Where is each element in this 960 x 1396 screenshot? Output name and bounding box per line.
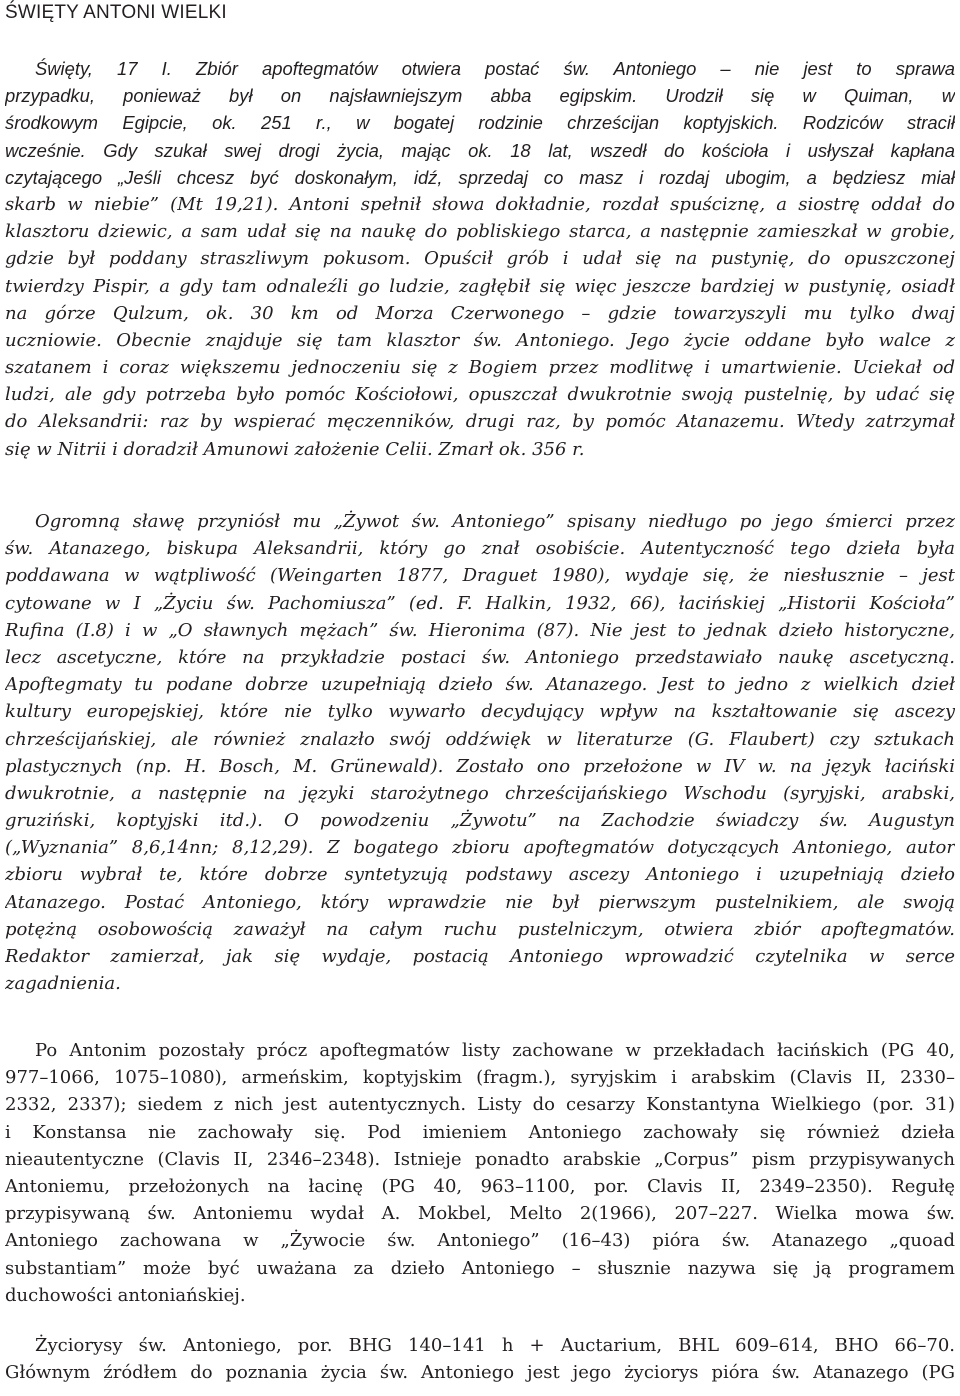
text-line: chrześcijańskiej, ale również znalazło swój oddźwięk w literaturze (G. Flaubert) czy sztukach: [5, 728, 955, 750]
text-line: nieautentyczne (Clavis II, 2346–2348). Istnieje ponadto arabskie „Corpus” pism przypisywanych: [5, 1148, 955, 1170]
text-line: i Konstansa nie zachowały się. Pod imieniem Antoniego zachowały się również dzieła: [5, 1121, 955, 1143]
text-line: gdzie był poddany straszliwym pokusom. Opuścił grób i udał się na pustynię, do opuszczonej: [5, 248, 955, 270]
text-line: do Aleksandrii: raz by wspierać męczenników, drugi raz, by pomóc Atanazemu. Wtedy zatrzymał: [5, 411, 955, 433]
text-line: kultury europejskiej, które nie tylko wywarło decydujący wpływ na kształtowanie się ascezy: [5, 701, 955, 723]
text-line: twierdzy Pispir, a gdy tam odnaleźli go ludzie, zagłębił się więc jeszcze bardziej w pustynię, osiadł: [5, 275, 955, 297]
text-line: 977–1066, 1075–1080), armeńskim, koptyjskim (fragm.), syryjskim i arabskim (Clavis II, 2330–: [5, 1067, 955, 1089]
text-line: zagadnienia.: [5, 973, 121, 995]
text-line: plastycznych (np. H. Bosch, M. Grünewald). Zostało ono przełożone w IV w. na język łaciński: [5, 755, 955, 777]
paragraph-letters: [5, 1037, 955, 1309]
text-line: Ogromną sławę przyniósł mu „Żywot św. Antoniego” spisany niedługo po jego śmierci przez: [35, 511, 955, 532]
text-line: cytowane w I „Życiu św. Pachomiusza” (ed. F. Halkin, 1932, 66), łacińskiej „Historii Kościoła”: [5, 592, 955, 614]
text-line: Apoftegmaty tu podane dobrze uzupełniają dzieło św. Atanazego. Jest to jedno z wielkich dzieł: [5, 674, 955, 696]
text-line: ludzi, ale gdy potrzeba było pomóc Kościołowi, opuszczał dwukrotnie swoją pustelnię, by udać się: [5, 384, 955, 406]
text-line: Głównym źródłem do poznania życia św. Antoniego jest jego życiorys pióra św. Atanazego (PG: [5, 1362, 955, 1384]
paragraph-biographies: [5, 1332, 955, 1386]
text-line: zbioru wybrał te, które dobrze syntetyzują podstawy ascezy Antoniego i uzupełniają dzieło: [5, 864, 955, 886]
text-line: gruziński, koptyjski itd.). O powodzeniu „Żywotu” na Zachodzie świadczy św. Augustyn: [5, 810, 955, 832]
paragraph-life: [5, 55, 955, 463]
text-line: 2332, 2337); siedem z nich jest autentycznych. Listy do cesarzy Konstantyna Wielkiego (por. 31): [5, 1094, 955, 1116]
text-line: uczniowie. Obecnie znajduje się tam klasztor św. Antoniego. Jego życie oddane było walce z: [5, 329, 955, 351]
text-line: Życiorysy św. Antoniego, por. BHG 140–141 h + Auctarium, BHL 609–614, BHO 66–70.: [35, 1335, 955, 1356]
text-line: się w Nitrii i doradził Amunowi założenie Celii. Zmarł ok. 356 r.: [5, 438, 585, 460]
text-line: potężną osobowością zaważył na całym ruchu pustelniczym, otwiera zbiór apoftegmatów.: [5, 918, 955, 940]
text-line: duchowości antoniańskiej.: [5, 1284, 246, 1306]
text-line: św. Atanazego, biskupa Aleksandrii, który go znał osobiście. Autentyczność tego dzieła była: [5, 538, 955, 560]
text-line: na górze Qulzum, ok. 30 km od Morza Czerwonego – gdzie towarzyszyli mu tylko dwaj: [5, 302, 955, 324]
text-line: substantiam” może być uważana za dzieło Antoniego – słusznie nazywa się ją programem: [5, 1257, 955, 1279]
text-line: Rufina (I.8) i w „O sławnych mężach” św. Hieronima (87). Nie jest to jednak dzieło historyczne,: [5, 619, 955, 641]
text-line: przypadku, ponieważ był on najsławniejszym abba egipskim. Urodził się w Quiman, w: [5, 85, 955, 107]
text-line: Po Antonim pozostały prócz apoftegmatów listy zachowane w przekładach łacińskich (PG 40,: [35, 1040, 955, 1061]
text-line: lecz ascetyczne, które na przykładzie postaci św. Antoniego przedstawiało naukę ascetyczną.: [5, 646, 955, 668]
text-line: skarb w niebie” (Mt 19,21). Antoni spełnił słowa dokładnie, rozdał spuściznę, a siostrę oddał do: [5, 193, 955, 215]
text-line: wcześnie. Gdy szukał swej drogi życia, mając ok. 18 lat, wszedł do kościoła i usłyszał kapłana: [5, 139, 955, 161]
text-line: czytającego „Jeśli chcesz być doskonałym, idź, sprzedaj co masz i rozdaj ubogim, a będziesz miał: [5, 166, 955, 188]
text-line: Antoniego zachowana w „Żywocie św. Antoniego” (16–43) pióra św. Atanazego „quoad: [5, 1230, 955, 1252]
text-line: dwukrotnie, a następnie na języki starożytnego chrześcijańskiego Wschodu (syryjski, arabski,: [5, 782, 955, 804]
text-line: Redaktor zamierzał, jak się wydaje, postacią Antoniego wprowadzić czytelnika w serce: [5, 946, 955, 967]
paragraph-vita: [5, 508, 955, 997]
text-line: Święty, 17 I. Zbiór apoftegmatów otwiera postać św. Antoniego – nie jest to sprawa: [35, 58, 955, 79]
text-line: szatanem i coraz większemu jednoczeniu się z Bogiem przez modlitwę i umartwienie. Uciekał od: [5, 357, 955, 379]
text-line: („Wyznania” 8,6,14nn; 8,12,29). Z bogatego zbioru apoftegmatów dotyczących Antoniego, autor: [5, 837, 955, 859]
text-line: środkowym Egipcie, ok. 251 r., w bogatej rodzinie chrześcijan koptyjskich. Rodziców stracił: [5, 112, 955, 134]
text-line: poddawana w wątpliwość (Weingarten 1877, Draguet 1980), wydaje się, że niesłusznie – jest: [5, 565, 955, 587]
running-header: ŚWIĘTY ANTONI WIELKI: [5, 2, 227, 23]
text-line: przypisywaną św. Antoniemu wydał A. Mokbel, Melto 2(1966), 207–227. Wielka mowa św.: [5, 1203, 955, 1225]
text-line: Antoniemu, przełożonych na łacinę (PG 40, 963–1100, por. Clavis II, 2349–2350). Regułę: [5, 1175, 955, 1197]
text-line: klasztoru dziewic, a sam udał się na naukę do pobliskiego starca, a następnie zamieszkał w grobie,: [5, 221, 955, 243]
text-line: Atanazego. Postać Antoniego, który wprawdzie nie był pierwszym pustelnikiem, ale swoją: [5, 891, 955, 913]
